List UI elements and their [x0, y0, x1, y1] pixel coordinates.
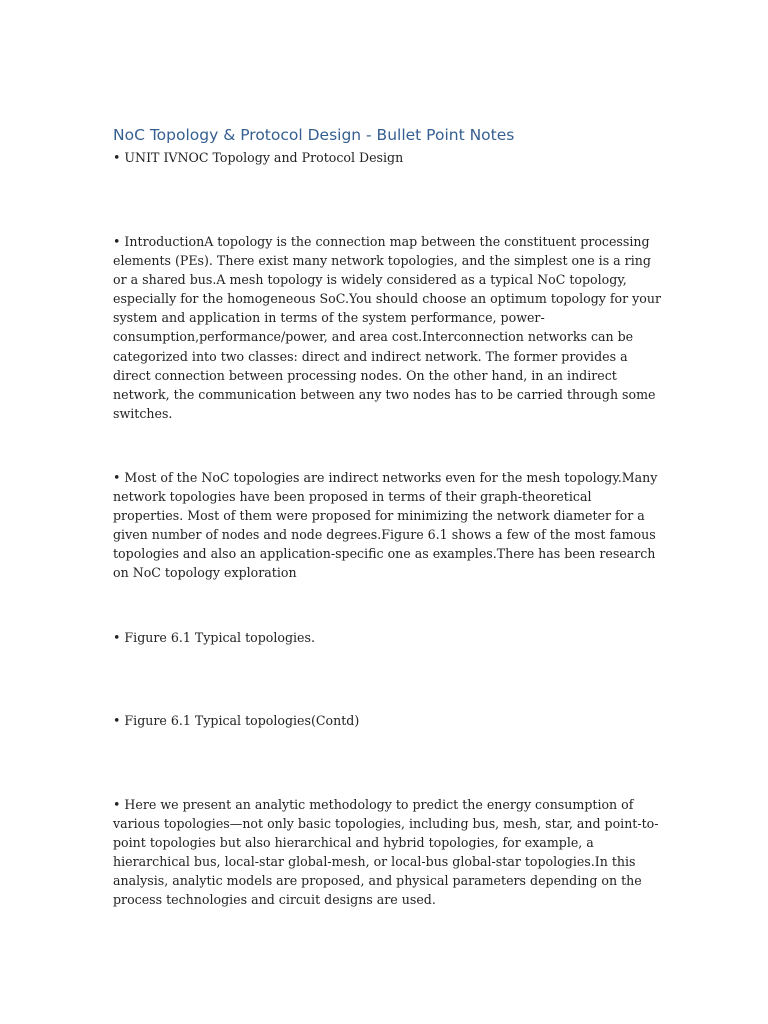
document-title: NoC Topology & Protocol Design - Bullet Point Notes: [113, 126, 515, 144]
bullet-paragraph-analytic-methodology: • Here we present an analytic methodology to predict the energy consumption of various topologies—not only basic topologies, including bus, mesh, star, and point-to-point topologies but also hierarchical and hybrid topologies, for example, a hierarchical bus, local-star global-mesh, or local-bus global-star topologies.In this analysis, analytic models are proposed, and physical parameters depending on the process technologies and circuit designs are used.: [113, 797, 659, 908]
bullet-paragraph-figure-caption-contd: • Figure 6.1 Typical topologies(Contd): [113, 713, 360, 728]
bullet-paragraph-indirect-networks: • Most of the NoC topologies are indirect networks even for the mesh topology.Many network topologies have been proposed in terms of their graph-theoretical properties. Most of them were proposed for minimizing the network diameter for a given number of nodes and node degrees.Figure 6.1 shows a few of the most famous topologies and also an application-specific one as examples.There has been research on NoC topology exploration: [113, 470, 658, 581]
bullet-paragraph-unit-heading: • UNIT IVNOC Topology and Protocol Design: [113, 150, 404, 165]
bullet-paragraph-figure-caption: • Figure 6.1 Typical topologies.: [113, 630, 315, 645]
bullet-paragraph-introduction: • IntroductionA topology is the connection map between the constituent processing elements (PEs). There exist many network topologies, and the simplest one is a ring or a shared bus.A mesh topology is widely considered as a typical NoC topology, especially for the homogeneous SoC.You should choose an optimum topology for your system and application in terms of the system performance, power-consumption,performance/power, and area cost.Interconnection networks can be categorized into two classes: direct and indirect network. The former provides a direct connection between processing nodes. On the other hand, in an indirect network, the communication between any two nodes has to be carried through some switches.: [113, 234, 661, 421]
